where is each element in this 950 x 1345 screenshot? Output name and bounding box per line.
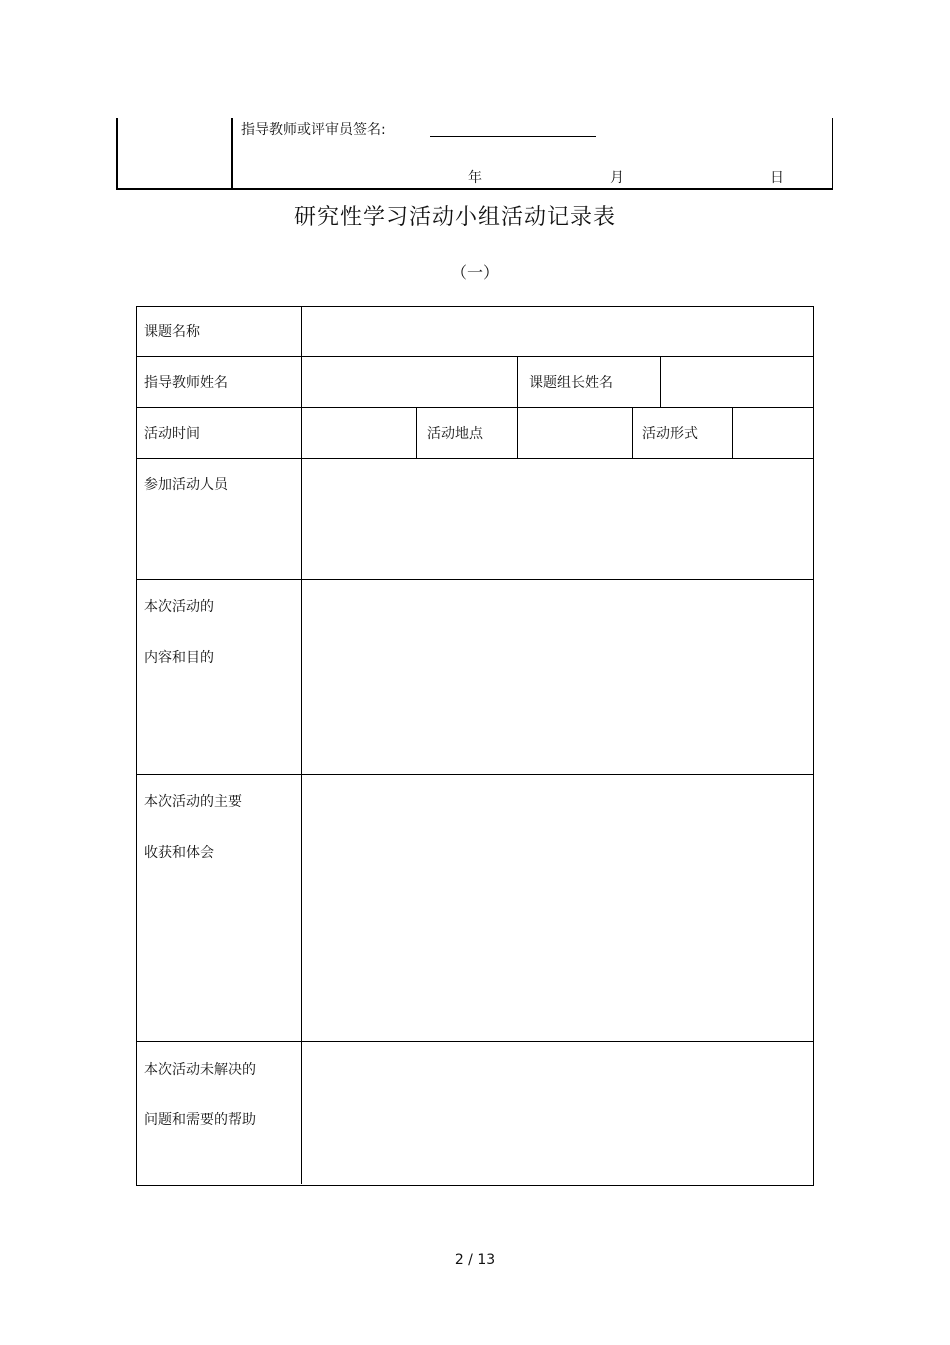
cell-divider: [632, 407, 633, 458]
topic-name-field[interactable]: [303, 307, 813, 355]
label-column-divider: [301, 307, 302, 1184]
activity-time-field[interactable]: [303, 408, 415, 458]
gains-label-line2: 收获和体会: [144, 845, 214, 861]
topic-name-label: 课题名称: [144, 324, 200, 340]
advisor-name-label: 指导教师姓名: [144, 375, 228, 391]
cell-divider: [416, 407, 417, 458]
activity-record-table: [136, 306, 814, 1186]
cell-divider: [732, 407, 733, 458]
issues-label-line1: 本次活动未解决的: [144, 1062, 256, 1078]
cell-divider: [517, 356, 518, 407]
activity-form-label: 活动形式: [642, 426, 698, 442]
content-field[interactable]: [303, 580, 813, 774]
gains-field[interactable]: [303, 775, 813, 1041]
participants-label: 参加活动人员: [144, 477, 228, 493]
issues-field[interactable]: [303, 1042, 813, 1184]
gains-label-line1: 本次活动的主要: [144, 794, 242, 810]
cell-divider: [660, 356, 661, 407]
document-title: 研究性学习活动小组活动记录表: [293, 205, 616, 230]
prev-table-bottom-border: [116, 188, 833, 190]
signature-line[interactable]: [430, 136, 596, 137]
content-label-line2: 内容和目的: [144, 650, 214, 666]
issues-label-line2: 问题和需要的帮助: [144, 1112, 256, 1128]
date-year-label: 年: [468, 170, 482, 186]
prev-table-left-border: [116, 118, 118, 190]
advisor-name-field[interactable]: [303, 357, 516, 407]
page-number: 2 / 13: [454, 1252, 496, 1268]
document-subtitle: （一）: [450, 263, 499, 282]
activity-time-label: 活动时间: [144, 426, 200, 442]
date-day-label: 日: [770, 170, 784, 186]
activity-place-field[interactable]: [519, 408, 631, 458]
signature-label: 指导教师或评审员签名:: [241, 122, 386, 138]
activity-place-label: 活动地点: [427, 426, 483, 442]
leader-name-field[interactable]: [662, 357, 813, 407]
prev-table-inner-border: [231, 118, 233, 190]
participants-field[interactable]: [303, 459, 813, 579]
row-divider: [137, 407, 813, 408]
activity-form-field[interactable]: [734, 408, 813, 458]
date-month-label: 月: [610, 170, 624, 186]
prev-table-right-border: [832, 118, 833, 190]
cell-divider: [517, 407, 518, 458]
content-label-line1: 本次活动的: [144, 599, 214, 615]
leader-name-label: 课题组长姓名: [529, 375, 613, 391]
